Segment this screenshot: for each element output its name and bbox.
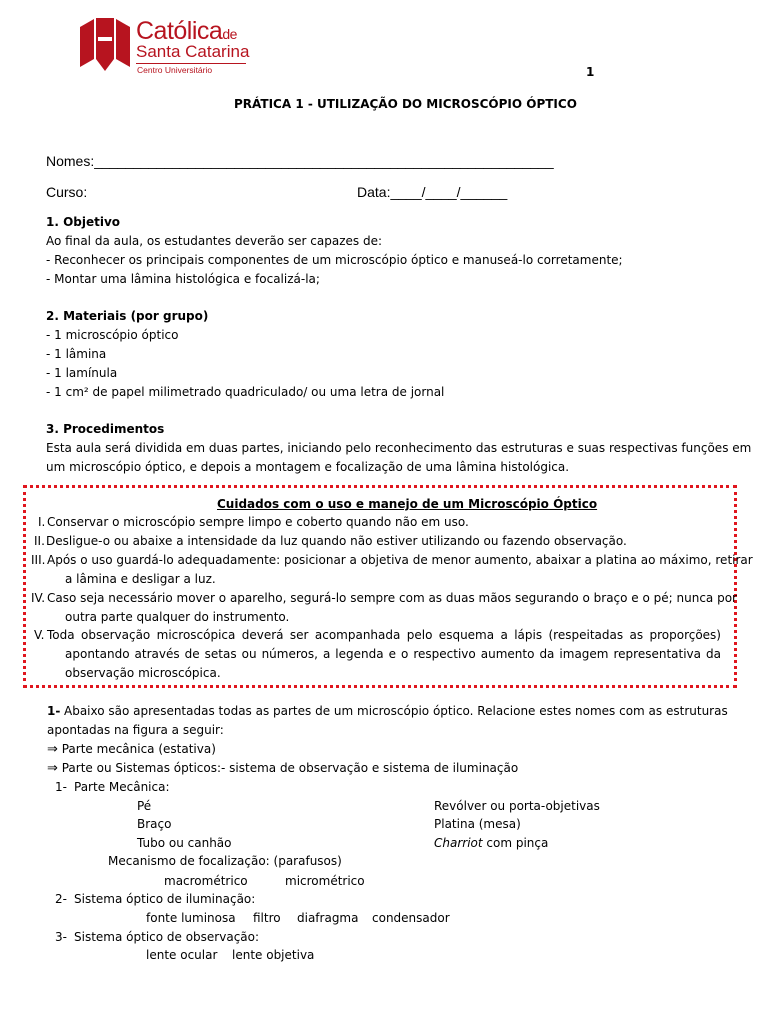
part-number: 1- [55,780,67,794]
data-label: Data: [357,184,391,200]
part-title: Sistema óptico de observação: [74,930,260,944]
arrow-list-item [47,740,216,760]
section1-intro: Ao final da aula, os estudantes deverão ser capazes de: [46,234,382,248]
section1-item: - Reconhecer os principais componentes de um microscópio óptico e manuseá-lo corretamente; [46,253,623,267]
care-item-number: II. [34,534,45,548]
part-title: Parte Mecânica: [74,780,170,794]
nomes-field [46,153,554,169]
logo-mark-icon [78,15,133,75]
page-number: 1 [586,65,595,79]
part-item: Platina (mesa) [434,817,521,831]
care-item-text: outra parte qualquer do instrumento. [65,610,290,624]
nomes-label: Nomes: [46,153,95,169]
arrow-right-icon: ⇒ [47,761,58,776]
part-item: lente ocular [146,948,218,962]
part-item: diafragma [297,911,359,925]
data-blank: ____/____/______ [390,184,508,200]
question1-text: apontadas na figura a seguir: [47,723,224,737]
data-field [357,184,507,200]
care-item-text: Desligue-o ou abaixe a intensidade da luz quando não estiver utilizando ou fazendo observação. [46,534,627,548]
part-number: 3- [55,930,67,944]
care-item-text: Após o uso guardá-lo adequadamente: posicionar a objetiva de menor aumento, abaixar a platina ao máximo, retirar [47,553,753,567]
care-item-text: Conservar o microscópio sempre limpo e coberto quando não em uso. [47,515,469,529]
part-item: Tubo ou canhão [137,836,232,850]
question1-text: Abaixo são apresentadas todas as partes de um microscópio óptico. Relacione estes nomes com as estruturas [64,704,728,718]
part-title: Sistema óptico de iluminação: [74,892,256,906]
logo-wordmark: Católicade [136,17,237,45]
part-item: lente objetiva [232,948,315,962]
arrow-list-text: Parte ou Sistemas ópticos:- sistema de observação e sistema de iluminação [61,761,519,775]
part-number: 2- [55,892,67,906]
arrow-list-item [47,759,518,779]
focus-title: Mecanismo de focalização: (parafusos) [108,854,342,868]
part-item-charriot: Charriot com pinça [434,836,549,850]
care-item-number: IV. [31,591,46,605]
arrow-right-icon: ⇒ [47,742,58,757]
logo-tagline: Centro Universitário [137,65,213,75]
section2-item: - 1 lâmina [46,347,107,361]
care-item-text: Caso seja necessário mover o aparelho, segurá-lo sempre com as duas mãos segurando o braço e o pé; nunca por [47,591,737,605]
question1-number: 1- [47,704,61,718]
curso-label: Curso: [46,184,88,200]
section1-heading: 1. Objetivo [46,215,121,229]
arrow-list-text: Parte mecânica (estativa) [61,742,216,756]
section2-item: - 1 cm² de papel milimetrado quadriculado/ ou uma letra de jornal [46,385,445,399]
section3-heading: 3. Procedimentos [46,422,165,436]
part-item: fonte luminosa [146,911,236,925]
section2-item: - 1 lamínula [46,366,118,380]
part-item: Revólver ou porta-objetivas [434,799,600,813]
part-item: condensador [372,911,450,925]
care-item-text: apontando através de setas ou números, a legenda e o respectivo aumento da imagem representativa da [65,647,721,661]
logo-rule [136,63,246,64]
care-box-title: Cuidados com o uso e manejo de um Microscópio Óptico [217,497,598,511]
logo-subtitle: Santa Catarina [136,42,250,61]
care-item-number: I. [38,515,46,529]
nomes-blank: ___________________________________________________________ [94,153,554,169]
section2-heading: 2. Materiais (por grupo) [46,309,209,323]
page-title: PRÁTICA 1 - UTILIZAÇÃO DO MICROSCÓPIO ÓPTICO [234,97,577,111]
section3-paragraph-line: Esta aula será dividida em duas partes, iniciando pelo reconhecimento das estruturas e suas respectivas funções em [46,441,752,455]
section1-item: - Montar uma lâmina histológica e focalizá-la; [46,272,320,286]
focus-item: macrométrico [164,874,248,888]
focus-item: micrométrico [285,874,365,888]
section3-paragraph-line: um microscópio óptico, e depois a montagem e focalização de uma lâmina histológica. [46,460,570,474]
logo [78,15,253,77]
part-item: Braço [137,817,172,831]
section2-item: - 1 microscópio óptico [46,328,179,342]
care-item-number: III. [31,553,46,567]
care-item-number: V. [34,628,45,642]
care-item-text: observação microscópica. [65,666,221,680]
care-item-text: Toda observação microscópica deverá ser acompanhada pelo esquema a lápis (respeitadas as proporções) [47,628,721,642]
care-item-text: a lâmina e desligar a luz. [65,572,216,586]
part-item: Pé [137,799,152,813]
part-item: filtro [253,911,281,925]
